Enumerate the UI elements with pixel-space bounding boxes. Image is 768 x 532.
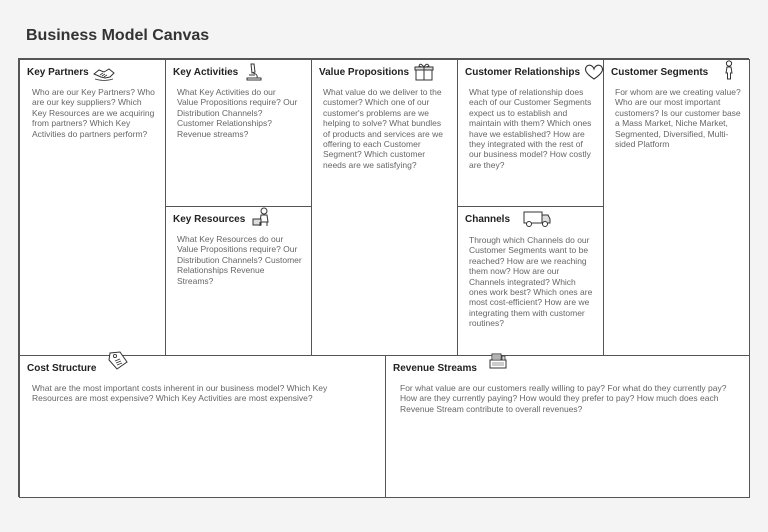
revenue-streams-desc: For what value are our customers really willing to pay? For what do they currently pay? How are they currently paying? How would they prefer to pay? How much does each Revenue Stream contribute to overall revenues?: [400, 383, 727, 414]
cost-structure-block[interactable]: [19, 355, 386, 498]
gift-icon: [412, 62, 436, 82]
key-activities-desc: What Key Activities do our Value Propositions require? Our Distribution Channels? Customer Relationships? Revenue streams?: [177, 87, 298, 139]
truck-icon: [522, 208, 552, 228]
revenue-streams-title: Revenue Streams: [393, 363, 477, 374]
business-model-canvas: [18, 58, 749, 497]
revenue-streams-block[interactable]: [385, 355, 750, 498]
key-partners-desc: Who are our Key Partners? Who are our key suppliers? Which Key Resources are we acquiring from partners? Which Key Activities do partners perform?: [32, 87, 155, 139]
customer-segments-block[interactable]: [603, 59, 750, 356]
key-activities-title: Key Activities: [173, 67, 239, 78]
key-resources-desc: What Key Resources do our Value Propositions require? Our Distribution Channels? Customer Relationships Revenue Streams?: [177, 234, 302, 286]
worker-icon: [250, 207, 274, 227]
customer-relationships-title: Customer Relationships: [465, 67, 581, 78]
key-partners-title: Key Partners: [27, 67, 89, 78]
cost-structure-title: Cost Structure: [27, 363, 97, 374]
customer-segments-title: Customer Segments: [611, 67, 709, 78]
key-resources-block[interactable]: [165, 206, 312, 356]
key-activities-block[interactable]: [165, 59, 312, 207]
person-icon: [717, 60, 741, 80]
channels-title: Channels: [465, 214, 511, 225]
value-propositions-desc: What value do we deliver to the customer? Which one of our customer's problems are we helping to solve? What bundles of products and services are we offering to each Customer Segment? Which customer needs are we satisfying?: [323, 87, 444, 170]
customer-segments-desc: For whom are we creating value? Who are our most important customers? Is our customer base a Mass Market, Niche Market, Segmented, Diversified, Multi-sided Platform: [615, 87, 741, 150]
microscope-icon: [242, 62, 266, 82]
value-propositions-title: Value Propositions: [319, 67, 410, 78]
customer-relationships-block[interactable]: [457, 59, 604, 207]
price-tag-icon: [106, 350, 130, 370]
customer-relationships-desc: What type of relationship does each of our Customer Segments expect us to establish and maintain with them? Which ones have we established? How are they integrated with the rest of our business model? How costly are they?: [469, 87, 592, 170]
handshake-icon: [92, 63, 116, 83]
key-partners-block[interactable]: [19, 59, 166, 356]
cost-structure-desc: What are the most important costs inherent in our business model? Which Key Resources are most expensive? Which Key Activities are most expensive?: [32, 383, 328, 404]
key-resources-title: Key Resources: [173, 214, 246, 225]
page-title: Business Model Canvas: [26, 27, 210, 44]
channels-block[interactable]: [457, 206, 604, 356]
cash-register-icon: [486, 350, 510, 370]
channels-desc: Through which Channels do our Customer Segments want to be reached? How are we reaching them now? How are our Channels integrated? Which ones work best? Which ones are most cost-efficient? How are we integrating them with customer routines?: [469, 235, 593, 329]
value-propositions-block[interactable]: [311, 59, 458, 356]
